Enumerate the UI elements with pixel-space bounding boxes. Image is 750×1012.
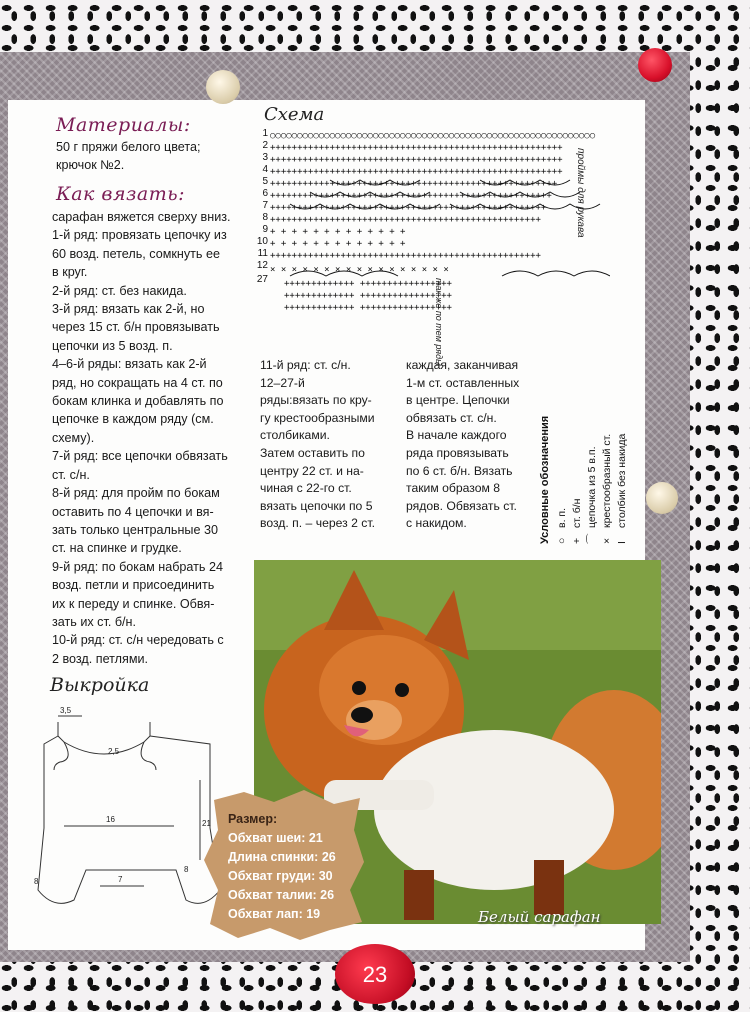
col2-line: 11-й ряд: ст. с/н. [260, 358, 351, 372]
dim-label: 3,5 [60, 706, 72, 715]
stitch-row-3: ++++++++++++++++++++++++++++++++++++++++++++++++++++++ [270, 155, 563, 165]
howto-text [52, 208, 262, 668]
armhole-right [141, 742, 156, 770]
photo-caption: Белый сарафан [478, 908, 601, 926]
dim-label: 8 [34, 877, 39, 886]
row-label: 12 [256, 260, 268, 271]
howto-line: оставить по 4 цепочки и вя- [52, 504, 214, 519]
stitch-row-5: +++++++++++++++++++++++++++++++++++++++++++++++++++++ [270, 179, 558, 189]
legend-item [585, 374, 600, 544]
legend-item [555, 374, 570, 544]
col3-line: ряда провязывать [406, 445, 509, 460]
stitch-row-27b: +++++++++++++ +++++++++++++++++ [284, 291, 452, 301]
howto-line: их к переду и спинке. Обвя- [52, 596, 215, 611]
howto-line: через 15 ст. б/н провязывать [52, 320, 220, 335]
col3-line: таким образом 8 [406, 481, 501, 496]
howto-line: ст. с/н. [52, 467, 90, 482]
legend-symbol: ⌒ [586, 533, 598, 544]
col3-line: 1-м ст. оставленных [406, 375, 520, 390]
howto-line: 1-й ряд: провязать цепочку из [52, 228, 227, 243]
col2-line: Затем оставить по [260, 445, 365, 460]
dim-label: 2,5 [108, 747, 120, 756]
row-label: 8 [262, 212, 268, 223]
legend-text: ст. б/н [571, 498, 583, 528]
legend-text: в. п. [556, 507, 568, 528]
legend-symbol: × [601, 537, 613, 544]
pattern-drawing [24, 700, 224, 930]
legend-symbol: Ι [616, 541, 628, 544]
howto-line: в круг. [52, 265, 88, 280]
col3-line: обвязать ст. с/н. [406, 410, 497, 425]
sizes-badge [204, 790, 364, 940]
schema-mid-note: так же по тем ряды [434, 278, 444, 366]
col2-line: вязать цепочки по 5 [260, 498, 373, 513]
col2-line: столбиками. [260, 428, 330, 443]
howto-line: 9-й ряд: по бокам набрать 24 [52, 559, 223, 574]
size-item: Длина спинки: 26 [228, 850, 336, 864]
howto-line: 7-й ряд: все цепочки обвязать [52, 449, 228, 464]
size-item: Обхват талии: 26 [228, 888, 335, 902]
howto-line: сарафан вяжется сверху вниз. [52, 210, 231, 224]
stitch-row-9: + + + + + + + + + + + + + [270, 227, 406, 237]
materials-line: крючок №2. [56, 158, 125, 173]
col2-line: 12–27-й [260, 375, 305, 390]
col2-line: чиная с 22-го ст. [260, 481, 352, 496]
body-outline [38, 736, 220, 903]
column-3-text [406, 357, 536, 533]
dim-label: 16 [106, 815, 115, 824]
howto-line: 2 возд. петлями. [52, 651, 149, 666]
materials-text [56, 138, 256, 175]
legend-rotated [538, 374, 648, 544]
howto-line: цепочки из 5 возд. п. [52, 338, 173, 353]
row-label: 1 [262, 128, 268, 139]
size-item: Обхват лап: 19 [228, 907, 321, 921]
neck-outline [58, 722, 150, 754]
sizes-list [228, 810, 336, 924]
col2-line: ряды:вязать по кру- [260, 393, 372, 408]
stitch-row-8: ++++++++++++++++++++++++++++++++++++++++++++++++++ [270, 215, 541, 225]
legend-title: Условные обозначения [539, 415, 551, 544]
sizes-title: Размер: [228, 812, 278, 826]
stitch-row-4: ++++++++++++++++++++++++++++++++++++++++++++++++++++++ [270, 167, 563, 177]
legend-text: цепочка из 5 в.п. [586, 446, 598, 528]
row-label: 5 [262, 176, 268, 187]
howto-line: ст. на спинке и грудке. [52, 541, 182, 556]
row-label: 2 [262, 140, 268, 151]
schema-heading: Схема [264, 104, 325, 125]
page-number-badge [335, 944, 415, 1004]
col3-line: с накидом. [406, 516, 467, 531]
size-item: Обхват груди: 30 [228, 869, 333, 883]
col3-line: каждая, заканчивая [406, 358, 519, 372]
stitch-row-2: ++++++++++++++++++++++++++++++++++++++++++++++++++++++ [270, 143, 563, 153]
row-label: 6 [262, 188, 268, 199]
howto-line: бокам клинка и добавлять по [52, 394, 224, 409]
stitch-row-12: × × × × × × × × × × × × × × × × × [270, 265, 449, 275]
howto-line: 10-й ряд: ст. с/н чередовать с [52, 633, 224, 648]
size-item: Обхват шеи: 21 [228, 831, 323, 845]
col3-line: рядов. Обвязать ст. [406, 498, 517, 513]
materials-heading: Материалы: [56, 114, 191, 136]
stitch-row-11: ++++++++++++++++++++++++++++++++++++++++++++++++++ [270, 251, 541, 261]
stitch-row-27c: +++++++++++++ +++++++++++++++++ [284, 303, 452, 313]
howto-line: возд. петли и присоединить [52, 578, 215, 593]
howto-line: зать только центральные 30 [52, 522, 218, 537]
legend-item [615, 374, 630, 544]
legend [538, 374, 648, 544]
row-label: 3 [262, 152, 268, 163]
dim-label: 8 [184, 865, 189, 874]
stitch-row-6: ++++++++++++++++++++++++++++++++++++++++++++++++++++ [270, 191, 552, 201]
cream-pin-top [206, 70, 240, 104]
howto-line: 60 возд. петель, сомкнуть ее [52, 246, 220, 261]
red-pin-top-right [638, 48, 672, 82]
col3-line: В начале каждого [406, 428, 507, 443]
stitch-row-7: +++++++++++++++++++++++++++++++++++++++++++++++++++ [270, 203, 547, 213]
col2-line: центру 22 ст. и на- [260, 463, 364, 478]
col3-line: в центре. Цепочки [406, 393, 510, 408]
stitch-row-1: ○○○○○○○○○○○○○○○○○○○○○○○○○○○○○○○○○○○○○○○○○○○○○○○○○○○○○○○○○○○○ [270, 131, 596, 141]
chain-arc [502, 271, 610, 276]
howto-line: 2-й ряд: ст. без накида. [52, 283, 187, 298]
armhole-left [54, 742, 68, 770]
row-label: 4 [262, 164, 268, 175]
legend-symbol: + [571, 537, 583, 544]
cream-pin-right [646, 482, 678, 514]
row-label: 11 [257, 248, 268, 259]
col2-line: возд. п. – через 2 ст. [260, 516, 375, 531]
legend-item [570, 374, 585, 544]
row-label: 9 [262, 224, 268, 235]
legend-item [600, 374, 615, 544]
stitch-row-27a: +++++++++++++ +++++++++++++++++ [284, 279, 452, 289]
legend-symbol: ○ [556, 537, 568, 544]
howto-line: 4–6-й ряды: вязать как 2-й [52, 357, 207, 372]
schema-row-labels [256, 128, 268, 286]
row-label: 10 [256, 236, 268, 247]
howto-line: зать их ст. б/н. [52, 614, 136, 629]
legend-text: столбик без накида [616, 433, 628, 528]
howto-line: 8-й ряд: для пройм по бокам [52, 486, 220, 501]
pattern-heading: Выкройка [50, 674, 150, 696]
stitch-row-10: + + + + + + + + + + + + + [270, 239, 406, 249]
materials-line: 50 г пряжи белого цвета; [56, 140, 201, 154]
dim-label: 7 [118, 875, 123, 884]
howto-line: 3-й ряд: вязать как 2-й, но [52, 302, 205, 317]
row-label: 27 [256, 274, 268, 285]
howto-line: ряд, но сокращать на 4 ст. по [52, 375, 223, 390]
col3-line: по 6 ст. б/н. Вязать [406, 463, 513, 478]
page-number: 23 [362, 962, 388, 987]
row-label: 7 [262, 200, 268, 211]
howto-heading: Как вязать: [56, 183, 186, 205]
howto-line: цепочке в каждом ряду (см. [52, 412, 214, 427]
col2-line: гу крестообразными [260, 410, 375, 425]
schema-side-note: проймы для рукава [575, 148, 586, 238]
legend-text: крестообразный ст. [601, 433, 613, 528]
column-2-text [260, 357, 400, 533]
howto-line: схему). [52, 430, 95, 445]
dim-label: 21 [202, 819, 211, 828]
